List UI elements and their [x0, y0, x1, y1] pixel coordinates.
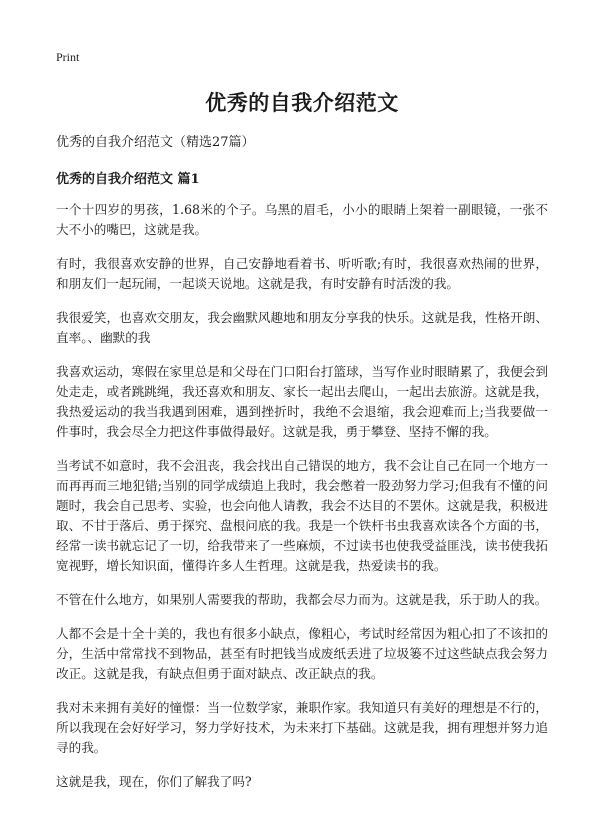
section-heading: 优秀的自我介绍范文 篇1	[56, 172, 200, 187]
document-subtitle: 优秀的自我介绍范文（精选27篇）	[56, 135, 255, 150]
paragraph: 不管在什么地方，如果别人需要我的帮助，我都会尽力而为。这就是我，乐于助人的我。	[56, 592, 548, 607]
paragraph: 我对未来拥有美好的憧憬：当一位数学家，兼职作家。我知道只有美好的理想是不行的，所以我现在会好好学习，努力学好技术，为未来打下基础。这就是我，拥有理想并努力追寻的我。	[56, 700, 548, 755]
paragraph: 人都不会是十全十美的，我也有很多小缺点，像粗心，考试时经常因为粗心扣了不该扣的分，生活中常常找不到物品，甚至有时把钱当成废纸丢进了垃圾篓不过这些缺点我会努力改正。这就是我，有缺点但勇于面对缺点、改正缺点的我。	[56, 626, 548, 681]
paragraph: 当考试不如意时，我不会沮丧，我会找出自己错误的地方，我不会让自己在同一个地方一而再再而三地犯错;当别的同学成绩追上我时，我会憋着一股劲努力学习;但我有不懂的问题时，我会自己思考、实验，也会向他人请教，我会不达目的不罢休。这就是我，积极进取、不甘于落后、勇于探究、盘根问底的我。我是一个铁杆书虫我喜欢读各个方面的书，经常一读书就忘记了一切，给我带来了一些麻烦，不过读书也使我受益匪浅，读书使我拓宽视野，增长知识面，懂得许多人生哲理。这就是我，热爱读书的我。	[56, 458, 548, 573]
paragraph: 这就是我，现在，你们了解我了吗?	[56, 774, 252, 789]
paragraph: 我很爱笑，也喜欢交朋友，我会幽默风趣地和朋友分享我的快乐。这就是我，性格开朗、直率。、幽默的我	[56, 310, 548, 345]
print-link[interactable]: Print	[56, 50, 80, 64]
paragraph: 有时，我很喜欢安静的世界，自己安静地看着书、听听歌;有时，我很喜欢热闹的世界，和朋友们一起玩闹，一起谈天说地。这就是我，有时安静有时活泼的我。	[56, 256, 548, 291]
paragraph: 我喜欢运动，寒假在家里总是和父母在门口阳台打篮球，当写作业时眼睛累了，我便会到处走走，或者跳跳绳，我还喜欢和朋友、家长一起出去爬山，一起出去旅游。这就是我，我热爱运动的我当我遇到困难，遇到挫折时，我绝不会退缩，我会迎难而上;当我要做一件事时，我会尽全力把这件事做得最好。这就是我，勇于攀登、坚持不懈的我。	[56, 364, 548, 439]
page-title: 优秀的自我介绍范文	[205, 90, 399, 115]
paragraph: 一个十四岁的男孩，1.68米的个子。乌黑的眉毛，小小的眼睛上架着一副眼镜，一张不大不小的嘴巴，这就是我。	[56, 202, 548, 237]
